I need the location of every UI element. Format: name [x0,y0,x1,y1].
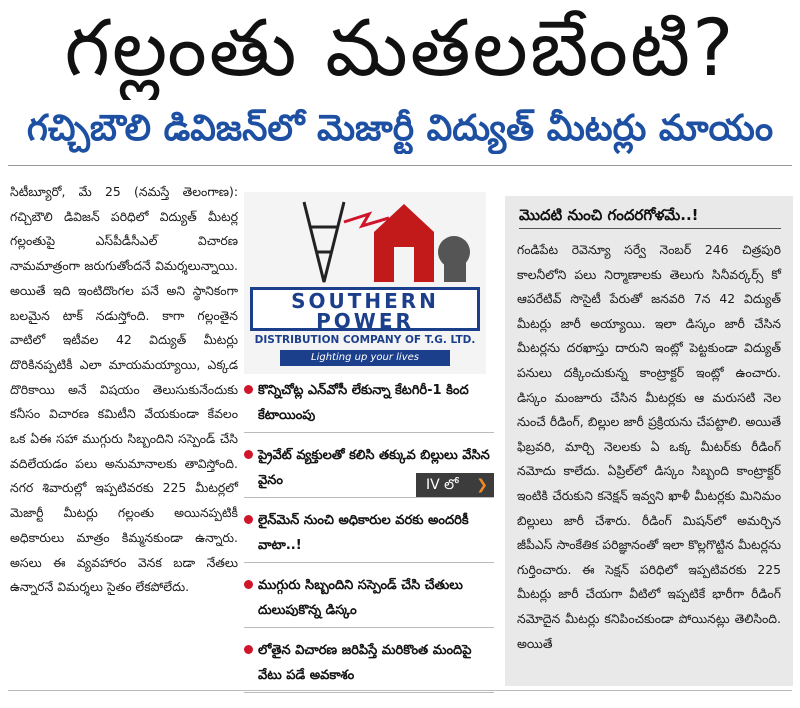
bullet-item [244,638,494,693]
dateline: సిటీబ్యూరో, మే 25 (నమస్తే తెలంగాణ): [10,184,238,199]
chevron-right-icon: ❯ [476,477,488,493]
logo-tagline: Lighting up your lives [280,350,450,366]
sidebar-text: గండిపేట రెవెన్యూ సర్వే నెంబర్ 246 చిత్రపురి కాలనీలోని పలు నిర్మాణాలకు తెలుగు సినీవర్కర్స్ కో ఆపరేటివ్ సొసైటీ పేరుతో జనవరి 7న 42 విద్యుత్ మీటర్లు జారీ అయ్యాయి. ఇలా డిస్కం జారీ చేసిన మీటర్లను దరఖాస్తు దారుని ఇంట్లో పెట్టకుండా విద్యుత్ పనులు దక్కించుకున్న కాంట్రాక్టర్ ఇంట్లో ఉంచారు. డిస్కం మంజూరు చేసిన మీటర్లకు ఆ మరుసటి నెల నుంచే రీడింగ్, బిల్లుల జారీ ప్రక్రియను చేపట్టాలి. అయితే ఫిబ్రవరి, మార్చి నెలలకు ఏ ఒక్క మీటర్‌కు రీడింగ్ నమోదు కాలేదు. ఏప్రిల్‌లో డిస్కం సిబ్బంది కాంట్రాక్టర్ ఇంటికి చేరుకుని కనెక్షన్ ఇవ్వని ఖాళీ మీటర్లకు మినిమం బిల్లులు జారీ చేశారు. రీడింగ్ మిషన్‌లో అమర్చిన జీపీఎస్ సాంకేతిక పరిజ్ఞానంతో ఇలా కొల్లగొట్టిన మీటర్లను గుర్తించారు. ఈ సెక్షన్ పరిధిలో ఇప్పటివరకు 225 మీటర్లు జారీ చేయగా వీటిలో ఇప్పటికే భారీగా రీడింగ్ నమోదైన మీటర్లు కనిపించకుండా పోయినట్లు తెలిసింది. అయితే [517,242,781,651]
bullet-dot-icon [244,580,253,589]
logo-company: DISTRIBUTION COMPANY OF T.G. LTD. [254,334,476,346]
sidebar-title: మొదటి నుంచి గందరగోళమే..! [519,202,781,229]
continuation-tag [416,473,494,497]
subheadline: గచ్చిబౌలి డివిజన్‌లో మెజార్టీ విద్యుత్ మీటర్లు మాయం [26,108,774,149]
bullet-text: కొన్నిచోట్ల ఎన్‌వోసీ లేకున్నా కేటగిరీ-1 కింద కేటాయింపు [258,383,469,423]
bullet-text: ముగ్గురు సిబ్బందిని సస్పెండ్ చేసి చేతులు దులుపుకొన్న డిస్కం [258,578,463,618]
bullet-dot-icon [244,385,253,394]
article-body: గచ్చిబౌలి డివిజన్ పరిధిలో విద్యుత్ మీటర్ల గల్లంతుపై ఎస్‌పీడీసీఎల్ విచారణ నామమాత్రంగా జరుగుతోందనే విమర్శలున్నాయి. అయితే ఇది ఇంటిదొంగల పనే అని స్థానికంగా బలమైన టాక్ నడుస్తోంది. కాగా గల్లంతైన వాటిలో ఇటీవల 42 విద్యుత్ మీటర్లు దొరికినప్పటికీ ఎలా మాయమయ్యాయి, ఎక్కడ దొరికాయి అనే విషయం తెలుసుకునేందుకు కనీసం విచారణ కమిటీని వేయకుండా కేవలం ఒక ఏఈ సహా ముగ్గురు సిబ్బందిని సస్పెండ్ చేసి వదిలేయడం పలు అనుమానాలకు తావిస్తోంది. నగర శివారుల్లో ఇప్పటివరకు 225 మీటర్లలో మెజార్టీ మీటర్లు గల్లంతు అయినప్పటికీ అధికారులు మాత్రం కిమ్మనకుండా ఉన్నారు. అసలు ఈ వ్యవహారం వెనక బడా నేతలు ఉన్నారనే విమర్శలు సైతం లేకపోలేదు. [10,208,238,595]
bullet-text: లోతైన విచారణ జరిపిస్తే మరికొంత మందిపై వేటు పడే అవకాశం [258,643,472,683]
headline: గల్లంతు మతలబేంటి? [64,4,736,94]
bullet-item [244,508,494,563]
sidebar-box [505,196,793,686]
logo-wordmark: SOUTHERN POWER [250,287,480,331]
sidebar-body [517,238,781,656]
article-text [10,180,238,600]
article-column [10,180,238,600]
power-tower-icon [244,192,486,374]
bullet-dot-icon [244,450,253,459]
bullet-text: ప్రైవేట్ వ్యక్తులతో కలిసి తక్కువ బిల్లులు వేసిన వైనం [258,448,490,488]
bullet-item [244,378,494,433]
continuation-label: IV లో [426,477,459,493]
bottom-divider [8,690,792,691]
southern-power-logo [244,192,486,374]
divider [8,165,792,166]
bullet-dot-icon [244,645,253,654]
bullet-text: లైన్‌మెన్ నుంచి అధికారుల వరకు అందరికీ వాటా..! [258,513,469,553]
bullet-item [244,573,494,628]
bullet-dot-icon [244,515,253,524]
bullet-list [244,378,494,703]
